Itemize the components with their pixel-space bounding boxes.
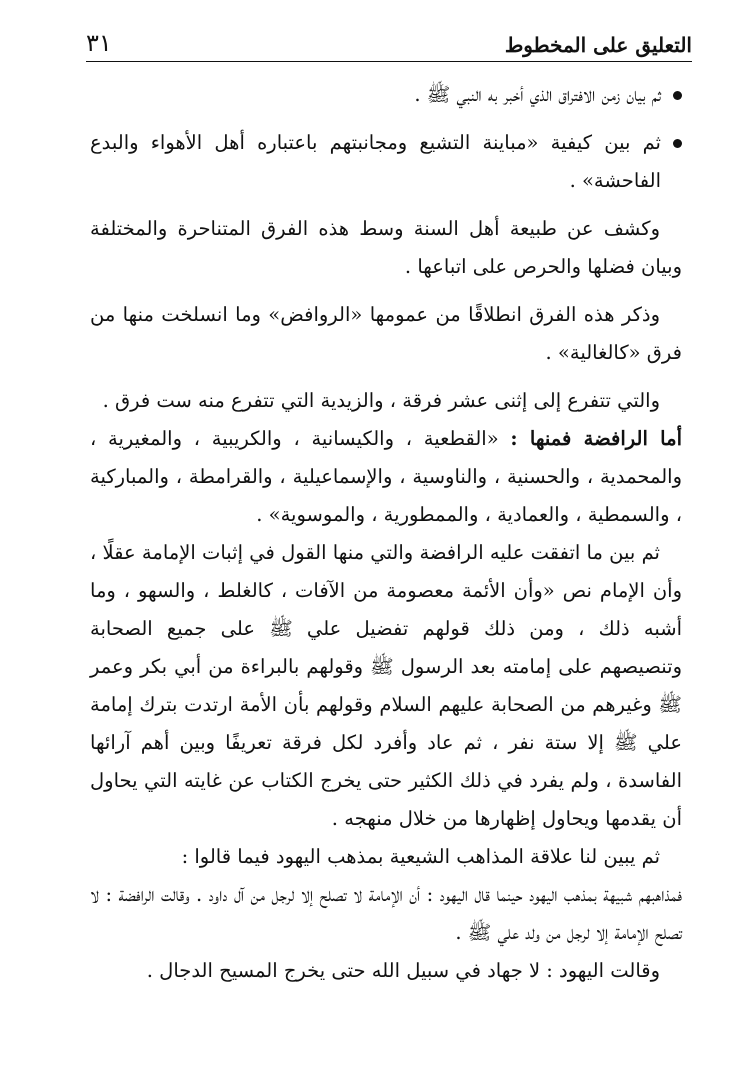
paragraph: ثم بين ما اتفقت عليه الرافضة والتي منها القول في إثبات الإمامة عقلًا ، وأن الإمام نص «وأن الأئمة معصومة من الآفات ، كالغلط ، والسهو ، وما أشبه ذلك ، ومن ذلك قولهم تفضيل علي ﷺ على جميع الصحابة وتنصيصهم على إمامته بعد الرسول ﷺ وقولهم بالبراءة من أبي بكر وعمر ﷺ وغيرهم من الصحابة عليهم السلام وقولهم بأن الأمة ارتدت بترك إمامة علي ﷺ إلا ستة نفر ، ثم عاد وأفرد لكل فرقة تعريفًا وبين أهم آرائها الفاسدة ، ولم يفرد في ذلك الكثير حتى يخرج الكتاب عن غايته التي يحاول أن يقدمها ويحاول إظهارها من خلال منهجه . (90, 541, 682, 830)
paragraph: فمذاهبهم شبيهة بمذهب اليهود حينما قال اليهود : أن الإمامة لا تصلح إلا لرجل من آل داود . وقالت الرافضة : لا تصلح الإمامة إلا لرجل من ولد علي ﷺ . (90, 883, 682, 944)
bullet-text: ثم بين كيفية «مباينة التشيع ومجانبتهم باعتباره أهل الأهواء والبدع الفاحشة» . (90, 131, 661, 192)
bullet-dot-icon (673, 91, 682, 100)
running-title: التعليق على المخطوط (504, 33, 692, 57)
page-body (90, 76, 682, 990)
paragraph (90, 420, 682, 534)
bullet-item (90, 76, 682, 114)
paragraph: وقالت اليهود : لا جهاد في سبيل الله حتى يخرج المسيح الدجال . (146, 959, 660, 982)
bullet-item (90, 124, 682, 200)
page-number: ٣١ (86, 29, 112, 57)
page-header (86, 0, 692, 62)
bullet-dot-icon (673, 139, 682, 148)
bullet-text: ثم بيان زمن الافتراق الذي أخبر به النبي ﷺ . (414, 83, 661, 106)
paragraph: وذكر هذه الفرق انطلاقًا من عمومها «الروافض» وما انسلخت منها من فرق «كالغالية» . (90, 303, 682, 364)
paragraph: والتي تتفرع إلى إثنى عشر فرقة ، والزيدية التي تتفرع منه ست فرق . (102, 389, 660, 412)
paragraph: ثم يبين لنا علاقة المذاهب الشيعية بمذهب اليهود فيما قالوا : (181, 845, 660, 868)
paragraph: وكشف عن طبيعة أهل السنة وسط هذه الفرق المتناحرة والمختلفة وبيان فضلها والحرص على اتباعها . (90, 217, 682, 278)
paragraph-lead: أما الرافضة فمنها : (510, 427, 682, 450)
paragraph-rest: «القطعية ، والكيسانية ، والكريبية ، والمغيرية ، والمحمدية ، والحسنية ، والناوسية ، والإسماعيلية ، والقرامطة ، والمباركية ، والسمطية ، والعمادية ، والممطورية ، والموسوية» . (90, 427, 682, 526)
